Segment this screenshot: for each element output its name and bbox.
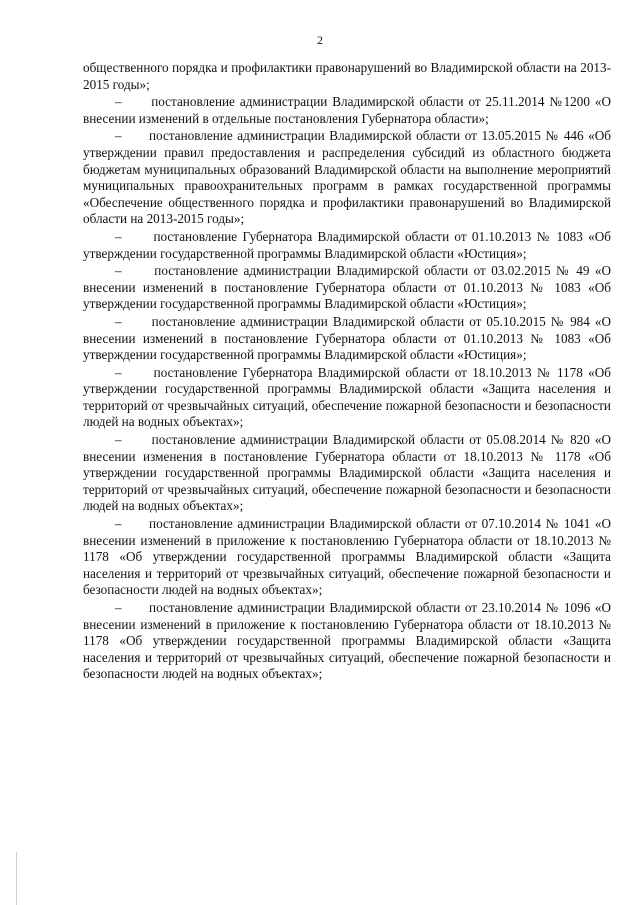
list-item: – постановление администрации Владимирской области от 03.02.2015 № 49 «О внесении изменений в постановление Губернатора области от 01.10.2013 № 1083 «Об утверждении государственной программы Владимирской области «Юстиция»; (83, 263, 611, 312)
list-item: – постановление Губернатора Владимирской области от 18.10.2013 № 1178 «Об утверждении государственной программы Владимирской области «Защита населения и территорий от чрезвычайных ситуаций, обеспечение пожарной безопасности и безопасности людей на водных объектах»; (83, 364, 611, 430)
document-body (83, 60, 611, 684)
list-item: – постановление администрации Владимирской области от 05.10.2015 № 984 «О внесении изменений в постановление Губернатора области от 01.10.2013 № 1083 «Об утверждении государственной программы Владимирской области «Юстиция»; (83, 313, 611, 363)
list-item: – постановление администрации Владимирской области от 05.08.2014 № 820 «О внесении изменения в постановление Губернатора области от 18.10.2013 № 1178 «Об утверждении государственной программы Владимирской области «Защита населения и территорий от чрезвычайных ситуаций, обеспечение пожарной безопасности и безопасности людей на водных объектах»; (83, 432, 611, 514)
paragraph-continuation: общественного порядка и профилактики правонарушений во Владимирской области на 2013-2015 годы»; (83, 60, 611, 92)
list-item: – постановление администрации Владимирской области от 25.11.2014 №1200 «О внесении изменений в отдельные постановления Губернатора области»; (83, 94, 611, 126)
page-number: 2 (317, 33, 323, 47)
list-item: – постановление администрации Владимирской области от 13.05.2015 № 446 «Об утверждении правил предоставления и распределения субсидий из областного бюджета бюджетам муниципальных образований Владимирской области на выполнение мероприятий муниципальных правоохранительных программ в рамках государственной программы «Обеспечение общественного порядка и профилактики правонарушений во Владимирской области на 2013-2015 годы»; (83, 128, 611, 227)
list-item: – постановление Губернатора Владимирской области от 01.10.2013 № 1083 «Об утверждении государственной программы Владимирской области «Юстиция»; (83, 228, 611, 261)
list-item: – постановление администрации Владимирской области от 23.10.2014 № 1096 «О внесении изменений в приложение к постановлению Губернатора области от 18.10.2013 № 1178 «Об утверждении государственной программы Владимирской области «Защита населения и территорий от чрезвычайных ситуаций, обеспечение пожарной безопасности и безопасности людей на водных объектах»; (83, 600, 611, 682)
scan-edge-line (16, 852, 17, 905)
list-item: – постановление администрации Владимирской области от 07.10.2014 № 1041 «О внесении изменений в приложение к постановлению Губернатора области от 18.10.2013 № 1178 «Об утверждении государственной программы Владимирской области «Защита населения и территорий от чрезвычайных ситуаций, обеспечение пожарной безопасности и безопасности людей на водных объектах»; (83, 516, 611, 598)
